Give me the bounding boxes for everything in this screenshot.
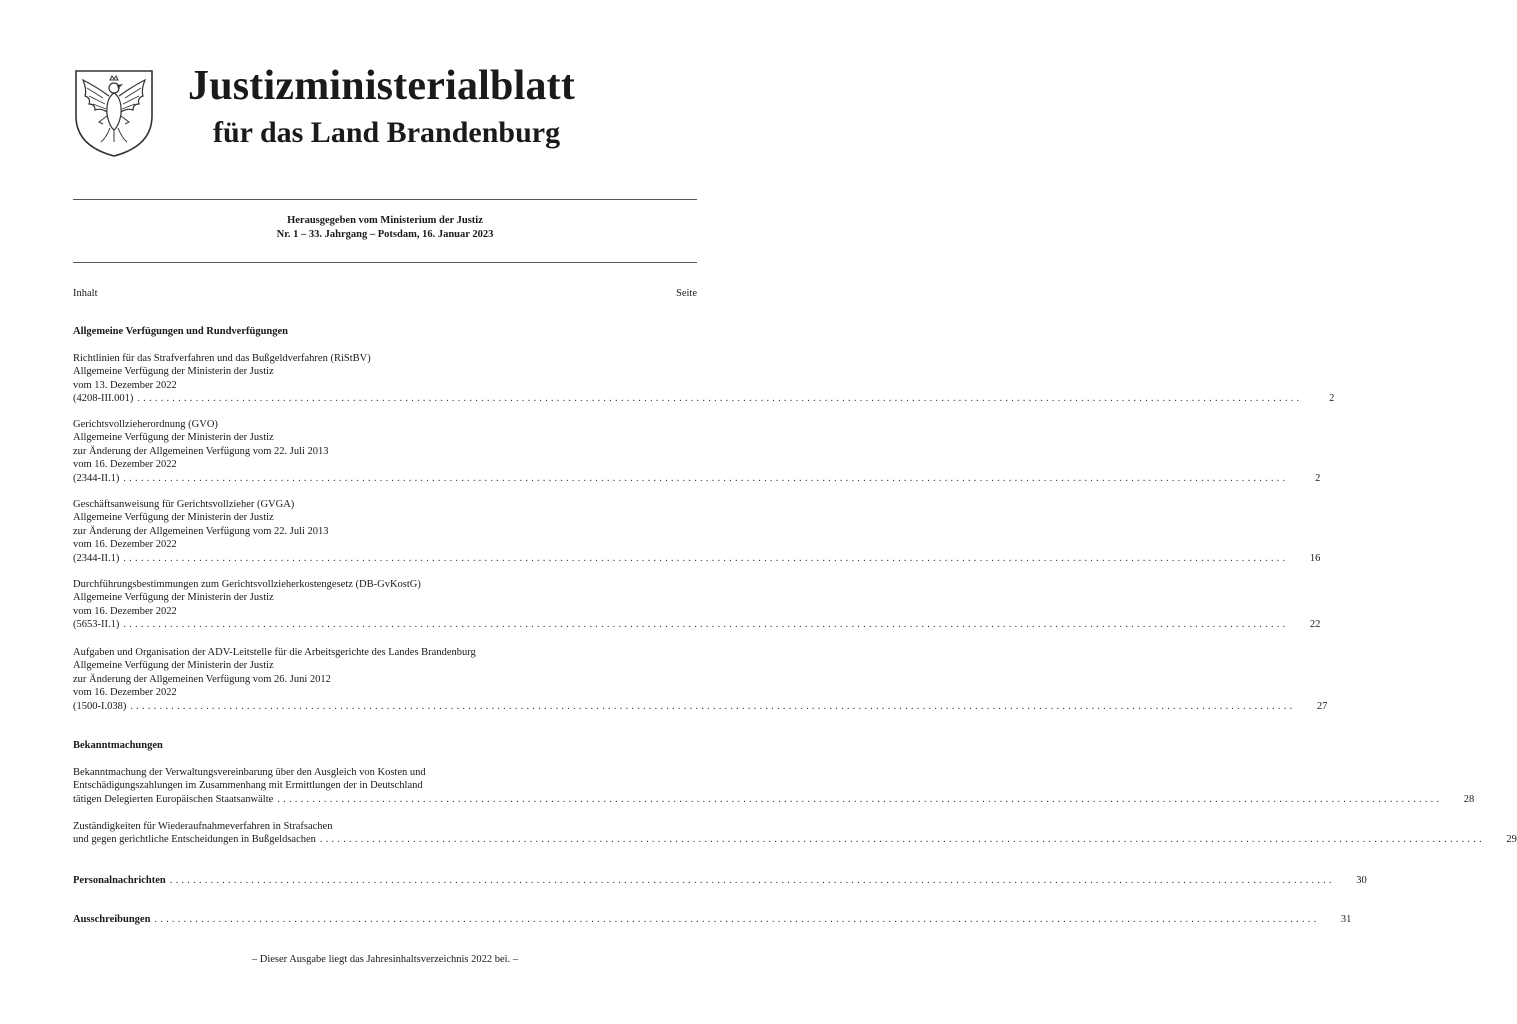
entry-line: vom 16. Dezember 2022	[73, 605, 177, 617]
page-number: 16	[1309, 552, 1321, 564]
entry-reference: (2344-II.1)	[73, 472, 120, 484]
entry-line: Allgemeine Verfügung der Ministerin der Justiz	[73, 512, 274, 524]
page-number: 29	[1506, 834, 1517, 846]
entry-line: zur Änderung der Allgemeinen Verfügung vom 22. Juli 2013	[73, 525, 329, 537]
entry-line: Allgemeine Verfügung der Ministerin der Justiz	[73, 432, 274, 444]
dot-leader: ........................................................................................................................................................................................................	[154, 914, 1320, 925]
entry-line: Durchführungsbestimmungen zum Gerichtsvollzieherkostengesetz (DB-GvKostG)	[73, 579, 421, 590]
entry-line: Aufgaben und Organisation der ADV-Leitstelle für die Arbeitsgerichte des Landes Brandenburg	[73, 647, 476, 658]
entry-line: vom 16. Dezember 2022	[73, 459, 177, 471]
dot-leader: ........................................................................................................................................................................................................	[137, 393, 1303, 405]
page-number: 27	[1316, 700, 1328, 712]
dot-leader: ........................................................................................................................................................................................................	[123, 552, 1289, 564]
section-title: Allgemeine Verfügungen und Rundverfügungen	[73, 326, 288, 337]
toc-entry[interactable]	[73, 498, 1321, 565]
page-number: 30	[1356, 875, 1367, 886]
entry-line: zur Änderung der Allgemeinen Verfügung vom 26. Juni 2012	[73, 673, 331, 685]
entry-line: Gerichtsvollzieherordnung (GVO)	[73, 419, 218, 430]
toc-entry[interactable]	[73, 913, 1352, 926]
entry-reference: (2344-II.1)	[73, 552, 120, 564]
divider	[73, 262, 697, 263]
page-number: 28	[1463, 793, 1475, 805]
brandenburg-eagle-coat-of-arms-icon	[73, 68, 155, 158]
entry-line: Entschädigungszahlungen im Zusammenhang mit Ermittlungen der in Deutschland	[73, 780, 423, 792]
entry-line: Allgemeine Verfügung der Ministerin der Justiz	[73, 592, 274, 604]
entry-line: vom 16. Dezember 2022	[73, 687, 177, 699]
page-number: 2	[1329, 393, 1335, 405]
dot-leader: ........................................................................................................................................................................................................	[169, 875, 1335, 886]
publisher-line: Herausgegeben vom Ministerium der Justiz	[287, 215, 483, 226]
footer-note: – Dieser Ausgabe liegt das Jahresinhaltsverzeichnis 2022 bei. –	[251, 954, 519, 965]
journal-subtitle: für das Land Brandenburg	[213, 116, 561, 149]
toc-entry[interactable]	[73, 578, 1321, 632]
page-number: 2	[1315, 472, 1321, 484]
dot-leader: ........................................................................................................................................................................................................	[277, 793, 1443, 805]
entry-line: zur Änderung der Allgemeinen Verfügung vom 22. Juli 2013	[73, 445, 329, 457]
toc-entry[interactable]	[73, 418, 1321, 485]
entry-line: Richtlinien für das Strafverfahren und das Bußgeldverfahren (RiStBV)	[73, 353, 371, 364]
dot-leader: ........................................................................................................................................................................................................	[319, 834, 1485, 846]
entry-line: Allgemeine Verfügung der Ministerin der Justiz	[73, 660, 274, 672]
entry-line: Zuständigkeiten für Wiederaufnahmeverfahren in Strafsachen	[73, 821, 333, 832]
toc-entry[interactable]	[73, 874, 1367, 887]
entry-line: vom 13. Dezember 2022	[73, 379, 177, 391]
dot-leader: ........................................................................................................................................................................................................	[123, 472, 1289, 484]
entry-reference: (5653-II.1)	[73, 619, 120, 631]
journal-title: Justizministerialblatt	[188, 63, 576, 109]
toc-entry[interactable]	[73, 766, 1475, 806]
section-title: Personalnachrichten	[73, 875, 166, 886]
entry-line: Geschäftsanweisung für Gerichtsvollzieher (GVGA)	[73, 499, 295, 510]
toc-entry[interactable]	[73, 646, 1328, 713]
entry-reference: und gegen gerichtliche Entscheidungen in Bußgeldsachen	[73, 834, 316, 846]
dot-leader: ........................................................................................................................................................................................................	[130, 700, 1296, 712]
entry-line: vom 16. Dezember 2022	[73, 539, 177, 551]
dot-leader: ........................................................................................................................................................................................................	[123, 619, 1289, 631]
entry-line: Bekanntmachung der Verwaltungsvereinbarung über den Ausgleich von Kosten und	[73, 767, 426, 778]
issue-line: Nr. 1 – 33. Jahrgang – Potsdam, 16. Januar 2023	[276, 229, 494, 240]
toc-label: Inhalt	[73, 288, 98, 299]
toc-entry[interactable]	[73, 352, 1335, 406]
entry-line: Allgemeine Verfügung der Ministerin der Justiz	[73, 366, 274, 378]
entry-reference: (1500-I.038)	[73, 700, 127, 712]
page-column-label: Seite	[676, 288, 697, 299]
section-title: Bekanntmachungen	[73, 740, 163, 751]
page-number: 22	[1309, 619, 1321, 631]
divider	[73, 199, 697, 200]
page-number: 31	[1340, 914, 1352, 925]
entry-reference: tätigen Delegierten Europäischen Staatsanwälte	[73, 793, 274, 805]
toc-entry[interactable]	[73, 820, 1517, 847]
entry-reference: (4208-III.001)	[73, 393, 134, 405]
section-title: Ausschreibungen	[73, 914, 151, 925]
